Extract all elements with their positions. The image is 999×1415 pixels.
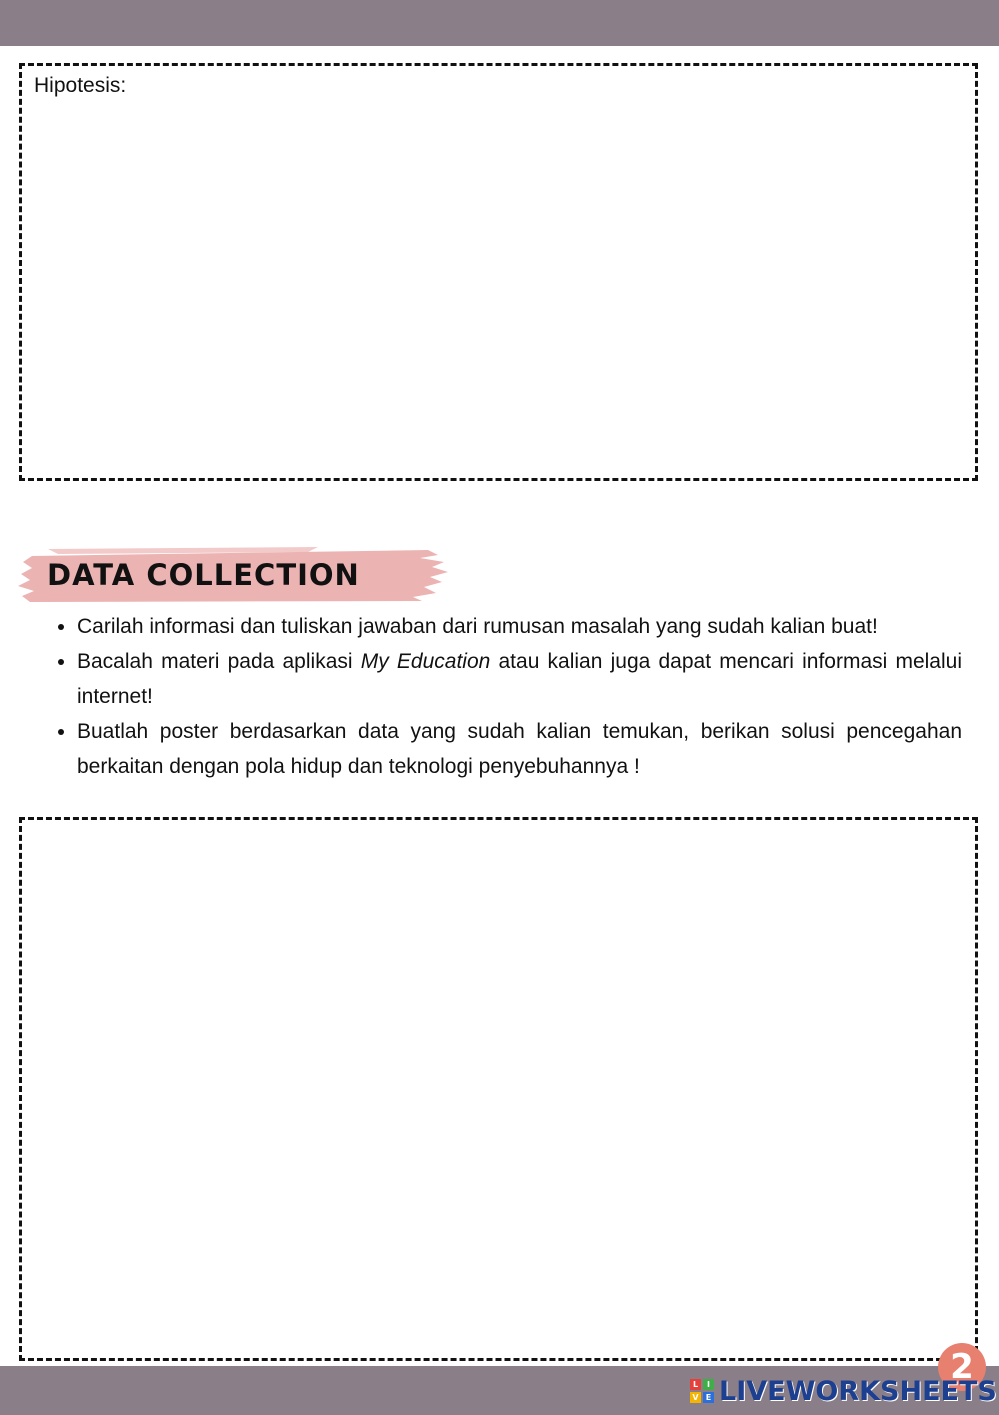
instruction-item: • Carilah informasi dan tuliskan jawaban dari rumusan masalah yang sudah kalian buat! <box>77 609 962 644</box>
page-number-badge: 2 <box>938 1343 986 1391</box>
instruction-text: atau kalian juga dapat mencari informasi melalui internet! <box>77 650 962 708</box>
instruction-item: • Buatlah poster berdasarkan data yang sudah kalian temukan, berikan solusi pencegahan berkaitan dengan pola hidup dan teknologi penyebuhannya ! <box>77 714 962 784</box>
top-bar <box>0 0 999 46</box>
instruction-list <box>48 609 962 784</box>
instruction-text: Bacalah materi pada aplikasi <box>77 650 361 673</box>
logo-text: LIVEWORKSHEETS <box>719 1375 997 1407</box>
app-name: My Education <box>360 650 491 673</box>
hypothesis-label: Hipotesis: <box>34 74 127 97</box>
logo-letter: I <box>703 1379 714 1390</box>
hypothesis-answer-box[interactable] <box>19 63 978 481</box>
poster-answer-box[interactable] <box>19 817 978 1361</box>
section-title: DATA COLLECTION <box>47 558 360 592</box>
logo-squares-icon <box>690 1379 714 1403</box>
instruction-item <box>77 644 962 714</box>
section-header <box>18 546 448 604</box>
logo-letter: E <box>703 1392 714 1403</box>
logo-letter: V <box>690 1392 701 1403</box>
liveworksheets-logo <box>690 1374 997 1408</box>
logo-letter: L <box>690 1379 701 1390</box>
